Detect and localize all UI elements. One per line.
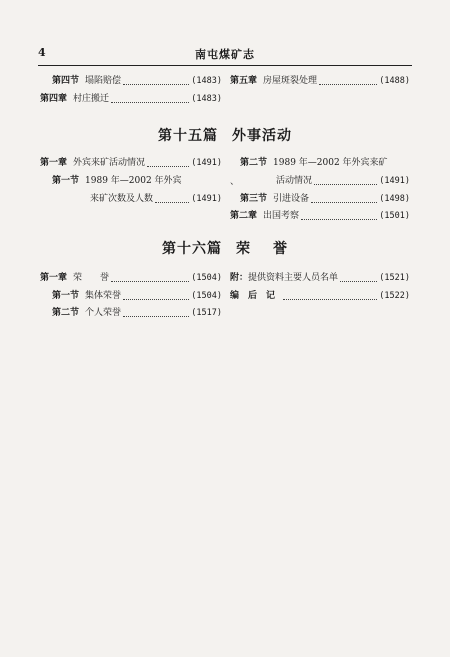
toc-entry: 第三节 引进设备 (1498) <box>240 194 410 204</box>
toc-entry: 活动情况 (1491) <box>276 176 410 186</box>
toc-entry: 来矿次数及人数 (1491) <box>90 194 222 204</box>
toc-entry: 第四章 村庄搬迁 (1483) <box>40 94 222 104</box>
book-title: 南屯煤矿志 <box>195 48 255 61</box>
toc-entry: 第五章 房屋斑裂处理 (1488) <box>230 76 410 86</box>
section-heading: 第十五篇 外事活动 <box>158 128 292 144</box>
page-header <box>38 46 412 64</box>
page-number: 4 <box>38 46 46 59</box>
section-heading: 第十六篇 荣 誉 <box>162 241 288 257</box>
stray-mark: 、 <box>230 177 240 187</box>
toc-entry: 第一节 1989 年—2002 年外宾 <box>52 176 182 186</box>
toc-entry: 第一节 集体荣誉 (1504) <box>52 291 222 301</box>
toc-entry: 第一章 外宾来矿活动情况 (1491) <box>40 158 222 168</box>
toc-entry: 附： 提供资料主要人员名单 (1521) <box>230 273 410 283</box>
toc-entry: 第二节 个人荣誉 (1517) <box>52 308 222 318</box>
toc-entry: 第四节 塌陷赔偿 (1483) <box>52 76 222 86</box>
toc-entry: 第二节 1989 年—2002 年外宾来矿 <box>240 158 388 168</box>
toc-entry: 第二章 出国考察 (1501) <box>230 211 410 221</box>
toc-entry: 第一章 荣 誉 (1504) <box>40 273 222 283</box>
toc-entry: 编 后 记 (1522) <box>230 291 410 301</box>
header-rule <box>38 65 412 66</box>
